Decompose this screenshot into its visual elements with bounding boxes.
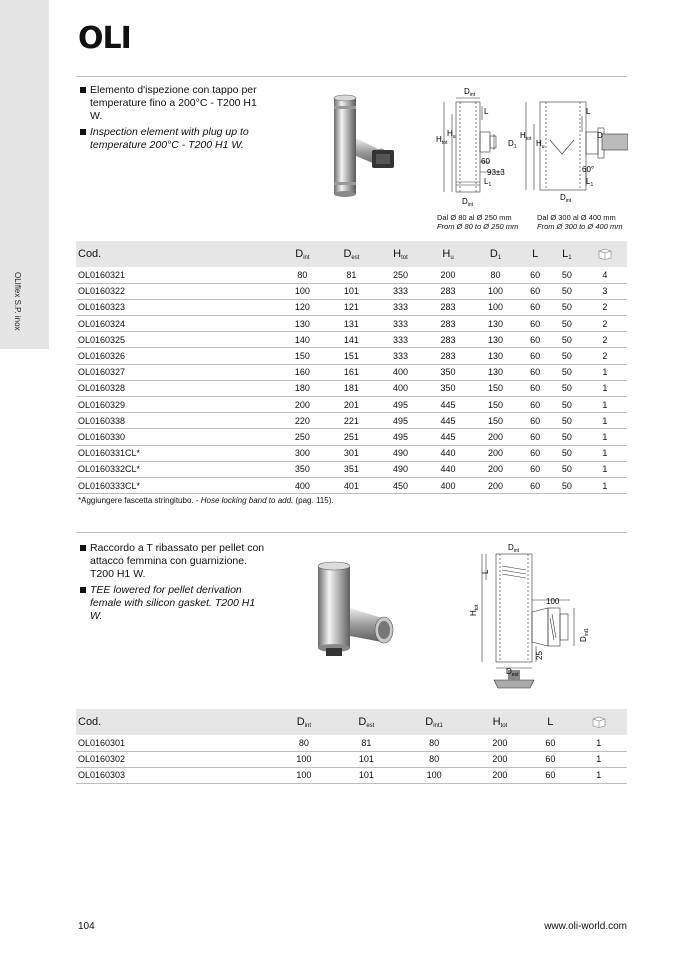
- table-cell: 251: [343, 431, 359, 442]
- table-cell: 490: [392, 448, 408, 459]
- column-header: L: [547, 716, 554, 728]
- dim-htot: $H_{tot}$: [436, 135, 448, 146]
- table-cell: 80: [490, 269, 501, 280]
- table-cell: 130: [488, 367, 504, 378]
- table-cell: 100: [296, 770, 312, 781]
- column-header: L: [532, 248, 539, 260]
- table-cell: 150: [488, 415, 504, 426]
- dim-60: 60: [481, 157, 490, 166]
- table-cell: 60: [530, 367, 541, 378]
- table-cell: OL0160332CL*: [78, 464, 141, 475]
- table-row: [76, 445, 627, 461]
- column-header-package: [583, 241, 627, 267]
- table-cell: 1: [596, 770, 602, 781]
- table-cell: 220: [294, 415, 310, 426]
- table-cell: 81: [361, 737, 372, 748]
- table-row: [76, 364, 627, 380]
- table-cell: OL0160302: [78, 754, 126, 765]
- table-cell: OL0160338: [78, 415, 126, 426]
- tee-pellet-photo: [312, 560, 406, 664]
- brand-logo: OLI: [78, 21, 131, 56]
- column-header: $D_{int}$: [295, 247, 310, 261]
- table-cell: 333: [392, 351, 408, 362]
- table-cell: 283: [440, 318, 456, 329]
- spec-table-inspection: [76, 241, 627, 494]
- table-cell: 130: [488, 318, 504, 329]
- table-cell: 351: [343, 464, 359, 475]
- table-cell: 130: [488, 351, 504, 362]
- table-cell: 60: [530, 351, 541, 362]
- table-cell: 333: [392, 334, 408, 345]
- table-cell: 445: [440, 431, 456, 442]
- table-header-row: [76, 241, 627, 267]
- dim-dint-right: $D_{int}$: [560, 193, 572, 204]
- table-cell: 1: [602, 431, 608, 442]
- table-cell: 60: [545, 770, 556, 781]
- table-cell: 60: [530, 431, 541, 442]
- table-cell: 201: [343, 399, 359, 410]
- table-cell: 101: [343, 286, 359, 297]
- table-cell: 490: [392, 464, 408, 475]
- table-cell: OL0160321: [78, 269, 126, 280]
- table-cell: 60: [530, 464, 541, 475]
- note-en: Hose locking band to add.: [200, 496, 294, 505]
- section2-description: [80, 542, 270, 623]
- table-cell: 50: [561, 480, 572, 491]
- table-cell: 333: [392, 286, 408, 297]
- table-cell: 121: [343, 302, 359, 313]
- table-cell: 333: [392, 318, 408, 329]
- table-cell: 1: [602, 399, 608, 410]
- table-cell: 80: [298, 737, 309, 748]
- table-cell: 200: [492, 737, 508, 748]
- dim-l1: $L_1$: [484, 177, 492, 188]
- table-cell: 283: [440, 302, 456, 313]
- column-header: $D_1$: [489, 247, 502, 261]
- table-cell: 2: [602, 351, 608, 362]
- column-header: Cod.: [78, 716, 102, 728]
- table-cell: 80: [429, 754, 440, 765]
- table-row: [76, 380, 627, 396]
- table-row: [76, 397, 627, 413]
- table-row: [76, 332, 627, 348]
- table-row: [76, 735, 627, 751]
- table-cell: 150: [294, 351, 310, 362]
- divider: [76, 532, 627, 533]
- table-cell: 440: [440, 448, 456, 459]
- table-row: [76, 348, 627, 364]
- table-cell: OL0160303: [78, 770, 126, 781]
- dim-d1: $D_1$: [508, 139, 517, 150]
- table-cell: OL0160322: [78, 286, 126, 297]
- table-cell: 100: [296, 754, 312, 765]
- table-cell: 100: [488, 302, 504, 313]
- table-cell: 495: [392, 399, 408, 410]
- table-cell: 4: [602, 269, 608, 280]
- column-header: $D_{est}$: [343, 247, 360, 261]
- table-cell: 50: [561, 383, 572, 394]
- table-cell: 400: [392, 383, 408, 394]
- table-row: [76, 751, 627, 767]
- table-cell: 1: [602, 383, 608, 394]
- table-cell: 445: [440, 399, 456, 410]
- dim-93: 93±3: [487, 168, 505, 177]
- table-cell: 200: [294, 399, 310, 410]
- website-url: www.oli-world.com: [544, 921, 627, 932]
- table-cell: 50: [561, 399, 572, 410]
- divider: [76, 76, 627, 77]
- dim-hu-right: $H_u$: [536, 139, 545, 150]
- table-cell: 300: [294, 448, 310, 459]
- dim-hu: $H_u$: [447, 129, 456, 140]
- dim-dint-bottom: $D_{int}$: [462, 197, 474, 208]
- dim-dint1-tee: $D_{int1}$: [579, 628, 590, 642]
- table-cell: 100: [294, 286, 310, 297]
- table-cell: 50: [561, 367, 572, 378]
- inspection-element-photo: [314, 94, 406, 198]
- table-cell: 1: [596, 737, 602, 748]
- dim-60deg: 60°: [582, 165, 595, 174]
- dim-d-right: D: [597, 131, 603, 140]
- table-cell: 150: [488, 399, 504, 410]
- table-cell: 80: [429, 737, 440, 748]
- section2-desc-en: TEE lowered for pellet derivation female with silicon gasket. T200 H1 W.: [80, 584, 270, 623]
- package-icon: [592, 716, 606, 728]
- table-cell: OL0160326: [78, 351, 126, 362]
- dim-l1-right: $L_1$: [586, 177, 594, 188]
- table-cell: 50: [561, 302, 572, 313]
- dim-25-tee: 25: [535, 651, 544, 660]
- table-row: [76, 413, 627, 429]
- table-cell: OL0160325: [78, 334, 126, 345]
- dim-100-tee: 100: [546, 597, 560, 606]
- section1-description: [80, 84, 270, 152]
- table-cell: OL0160327: [78, 367, 126, 378]
- table-cell: 250: [392, 269, 408, 280]
- dim-l-tee: L: [481, 569, 490, 574]
- dim-dint: $D_{int}$: [464, 87, 476, 98]
- table-cell: 1: [602, 367, 608, 378]
- column-header: $H_u$: [442, 247, 454, 261]
- section2-desc-it: Raccordo a T ribassato per pellet con attacco femmina con guarnizione. T200 H1 W.: [80, 542, 270, 581]
- column-header: Cod.: [78, 248, 102, 260]
- table-cell: 2: [602, 334, 608, 345]
- table-cell: 200: [492, 754, 508, 765]
- table-cell: 50: [561, 351, 572, 362]
- range-right: [537, 213, 622, 231]
- table-cell: 101: [358, 754, 374, 765]
- table-cell: 445: [440, 415, 456, 426]
- column-header: $H_{tot}$: [492, 715, 508, 729]
- package-icon: [598, 248, 612, 260]
- table-cell: 1: [602, 480, 608, 491]
- table-cell: 181: [343, 383, 359, 394]
- inspection-element-drawing-large: [516, 96, 628, 204]
- table-cell: 200: [488, 448, 504, 459]
- table-cell: 60: [530, 302, 541, 313]
- table-cell: 2: [602, 302, 608, 313]
- table-row: [76, 299, 627, 315]
- table-cell: 450: [392, 480, 408, 491]
- table-cell: 2: [602, 318, 608, 329]
- tee-pellet-drawing: [466, 540, 596, 692]
- table-cell: 130: [294, 318, 310, 329]
- table-cell: 50: [561, 286, 572, 297]
- table-cell: OL0160329: [78, 399, 126, 410]
- table-cell: 440: [440, 464, 456, 475]
- table-cell: 60: [530, 448, 541, 459]
- table-cell: 333: [392, 302, 408, 313]
- table-cell: 60: [545, 754, 556, 765]
- table-cell: 50: [561, 431, 572, 442]
- table-cell: 60: [530, 286, 541, 297]
- dim-l: L: [484, 107, 489, 116]
- table-cell: 221: [343, 415, 359, 426]
- dim-dest-tee: $D_{est}$: [506, 667, 519, 678]
- dim-htot-tee: $H_{tot}$: [469, 604, 480, 616]
- table-cell: 60: [545, 737, 556, 748]
- table-cell: OL0160331CL*: [78, 448, 141, 459]
- table-cell: OL0160330: [78, 431, 126, 442]
- section1-desc-en: Inspection element with plug up to temperature 200°C - T200 H1 W.: [80, 126, 270, 152]
- table-cell: OL0160333CL*: [78, 480, 141, 491]
- table-cell: 180: [294, 383, 310, 394]
- table-cell: 250: [294, 431, 310, 442]
- table-cell: 283: [440, 334, 456, 345]
- table-cell: 350: [294, 464, 310, 475]
- table-cell: 151: [343, 351, 359, 362]
- dim-dint-tee: $D_{int}$: [508, 543, 520, 554]
- table-cell: 60: [530, 480, 541, 491]
- table-cell: 60: [530, 334, 541, 345]
- table-cell: 50: [561, 334, 572, 345]
- table-cell: 200: [488, 464, 504, 475]
- table-cell: 50: [561, 269, 572, 280]
- table-row: [76, 429, 627, 445]
- range-right-en: From Ø 300 to Ø 400 mm: [537, 222, 623, 231]
- table-cell: 350: [440, 383, 456, 394]
- table-cell: 401: [343, 480, 359, 491]
- table-cell: 283: [440, 351, 456, 362]
- table-cell: 200: [492, 770, 508, 781]
- table-cell: 81: [346, 269, 357, 280]
- table-cell: 50: [561, 464, 572, 475]
- table-cell: 400: [392, 367, 408, 378]
- table-cell: 200: [488, 480, 504, 491]
- table-header-row: [76, 709, 627, 735]
- table-cell: OL0160324: [78, 318, 126, 329]
- table-cell: 60: [530, 269, 541, 280]
- table-cell: 1: [602, 415, 608, 426]
- sidebar-label: OLIflex S.P. inox: [13, 272, 22, 331]
- sidebar: [0, 0, 49, 349]
- table-cell: 1: [602, 464, 608, 475]
- table-row: [76, 267, 627, 283]
- table-cell: 200: [488, 431, 504, 442]
- table-cell: 120: [294, 302, 310, 313]
- column-header: $D_{est}$: [358, 715, 375, 729]
- table-row: [76, 283, 627, 299]
- table-cell: 60: [530, 383, 541, 394]
- table-cell: 1: [602, 448, 608, 459]
- note-ref: (pag. 115).: [293, 496, 334, 505]
- table-cell: 60: [530, 318, 541, 329]
- table-cell: OL0160301: [78, 737, 126, 748]
- dim-l-right: L: [586, 107, 591, 116]
- table-cell: 161: [343, 367, 359, 378]
- dim-htot-right: $H_{tot}$: [520, 131, 532, 142]
- range-right-it: Dal Ø 300 al Ø 400 mm: [537, 213, 616, 222]
- column-header: $D_{int1}$: [425, 715, 443, 729]
- spec-table-tee: [76, 709, 627, 784]
- table-cell: 50: [561, 448, 572, 459]
- column-header: $L_1$: [562, 247, 572, 261]
- range-left-it: Dal Ø 80 al Ø 250 mm: [437, 213, 512, 222]
- table-cell: 131: [343, 318, 359, 329]
- table-cell: 100: [426, 770, 442, 781]
- table-row: [76, 477, 627, 493]
- table-cell: OL0160323: [78, 302, 126, 313]
- table-cell: 50: [561, 318, 572, 329]
- table-row: [76, 767, 627, 783]
- table-row: [76, 316, 627, 332]
- range-left: [437, 213, 518, 231]
- table-cell: 200: [440, 269, 456, 280]
- table-cell: 400: [294, 480, 310, 491]
- column-header-package: [571, 709, 627, 735]
- column-header: $H_{tot}$: [393, 247, 408, 261]
- table-cell: 101: [358, 770, 374, 781]
- table-cell: 140: [294, 334, 310, 345]
- table-row: [76, 461, 627, 477]
- table-cell: 400: [440, 480, 456, 491]
- table-cell: 100: [488, 286, 504, 297]
- table-cell: 301: [343, 448, 359, 459]
- table-cell: 150: [488, 383, 504, 394]
- table-cell: 141: [343, 334, 359, 345]
- table-cell: 130: [488, 334, 504, 345]
- table-note: [78, 496, 334, 505]
- note-it: *Aggiungere fascetta stringitubo. -: [78, 496, 201, 505]
- column-header: $D_{int}$: [296, 715, 312, 729]
- table-cell: 495: [392, 431, 408, 442]
- table-cell: 160: [294, 367, 310, 378]
- table-cell: 3: [602, 286, 608, 297]
- table-cell: 350: [440, 367, 456, 378]
- table-cell: 60: [530, 399, 541, 410]
- table-cell: 80: [297, 269, 308, 280]
- section1-desc-it: Elemento d'ispezione con tappo per temperature fino a 200°C - T200 H1 W.: [80, 84, 270, 123]
- table-cell: 283: [440, 286, 456, 297]
- range-left-en: From Ø 80 to Ø 250 mm: [437, 222, 519, 231]
- table-cell: 1: [596, 754, 602, 765]
- table-cell: OL0160328: [78, 383, 126, 394]
- page-number: 104: [78, 921, 95, 932]
- table-cell: 50: [561, 415, 572, 426]
- table-cell: 495: [392, 415, 408, 426]
- table-cell: 60: [530, 415, 541, 426]
